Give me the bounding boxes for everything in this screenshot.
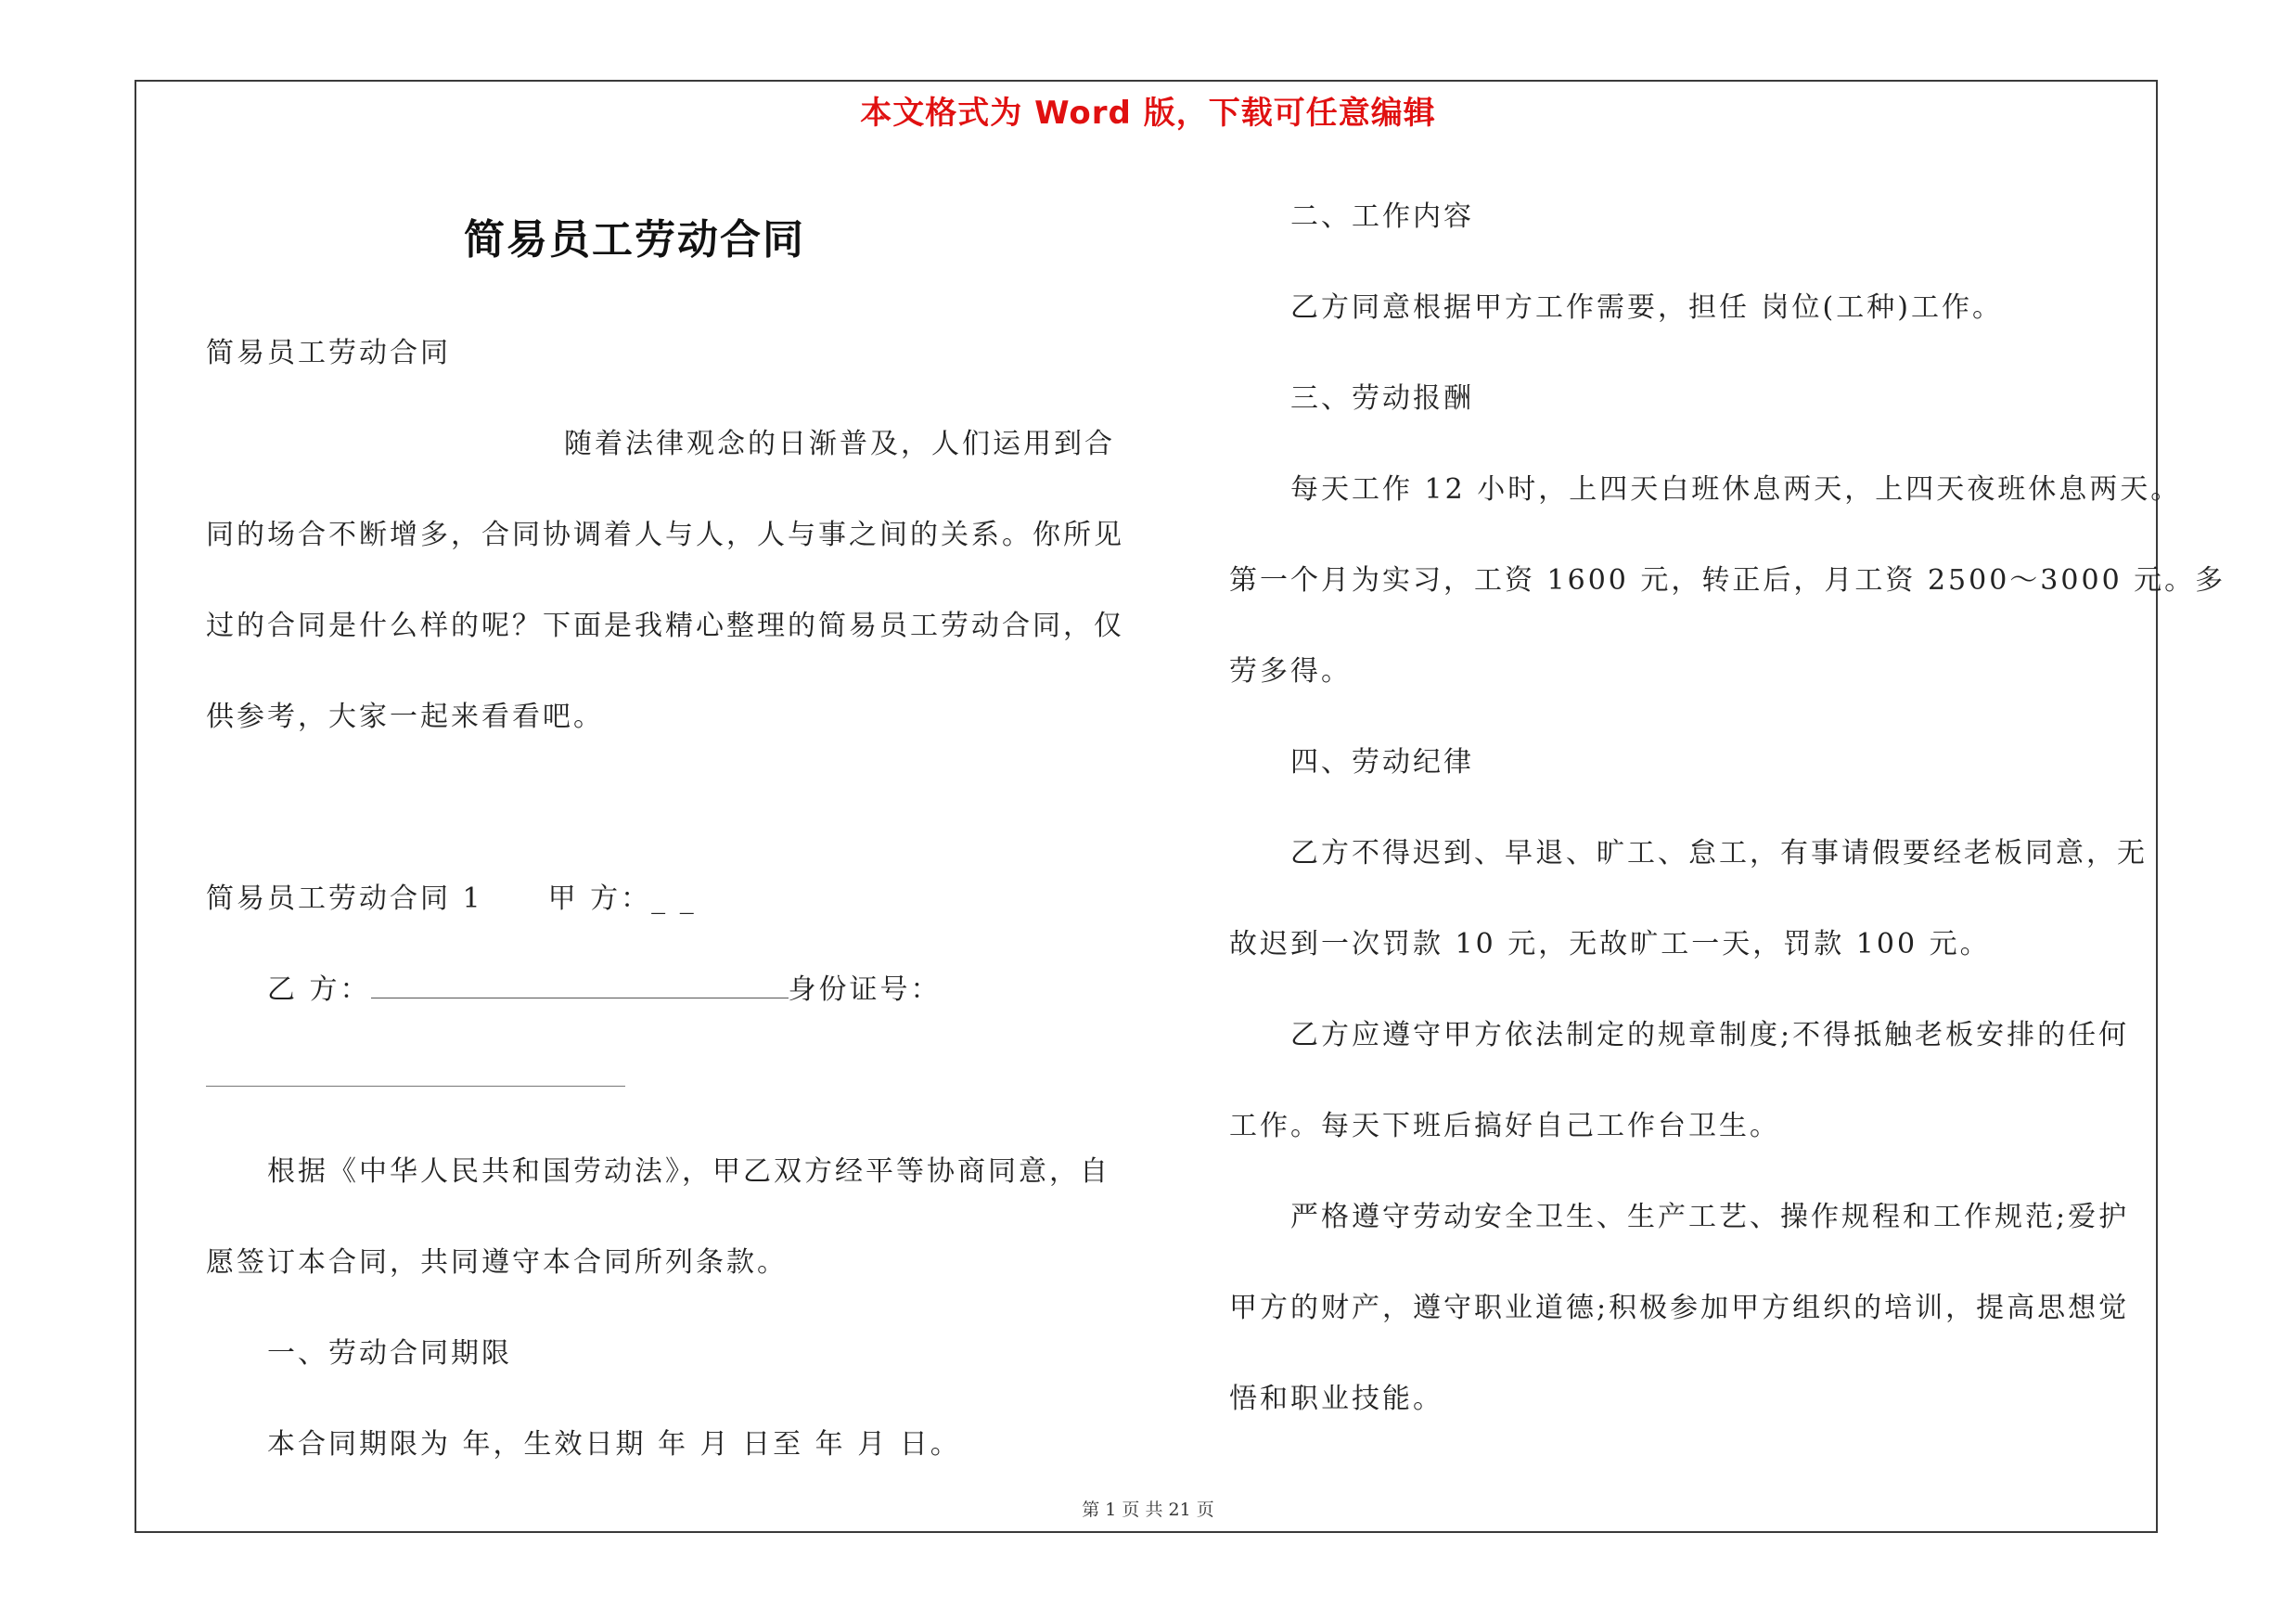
basis-line-2: 愿签订本合同，共同遵守本合同所列条款。 <box>206 1246 788 1279</box>
intro-line-1: 随着法律观念的日渐普及，人们运用到合 <box>564 428 1115 460</box>
section-4-heading: 四、劳动纪律 <box>1290 746 1474 779</box>
section-3-line-2: 第一个月为实习，工资 1600 元，转正后，月工资 2500～3000 元。多 <box>1229 564 2226 597</box>
section-4-p3-line-2: 甲方的财产，遵守职业道德;积极参加甲方组织的培训，提高思想觉 <box>1229 1292 2130 1324</box>
section-2-heading: 二、工作内容 <box>1290 200 1474 233</box>
intro-line-2: 同的场合不断增多，合同协调着人与人，人与事之间的关系。你所见 <box>206 519 1124 551</box>
page-number-footer: 第 1 页 共 21 页 <box>1082 1500 1214 1520</box>
section-4-p1-line-2: 故迟到一次罚款 10 元，无故旷工一天，罚款 100 元。 <box>1229 928 1991 960</box>
editable-notice-banner: 本文格式为 Word 版，下载可任意编辑 <box>860 95 1436 132</box>
section-1-heading: 一、劳动合同期限 <box>267 1337 512 1370</box>
contract-heading <box>206 875 697 916</box>
section-3-heading: 三、劳动报酬 <box>1290 382 1474 415</box>
id-number-blank <box>206 1086 625 1087</box>
section-3-line-1: 每天工作 12 小时，上四天白班休息两天，上四天夜班休息两天。 <box>1290 473 2182 506</box>
party-b-blank <box>371 973 789 998</box>
party-b-label: 乙 方： <box>267 973 371 1006</box>
section-3-line-3: 劳多得。 <box>1229 655 1352 688</box>
basis-line-1: 根据《中华人民共和国劳动法》，甲乙双方经平等协商同意，自 <box>267 1155 1110 1188</box>
document-subtitle: 简易员工劳动合同 <box>206 337 451 369</box>
intro-line-3: 过的合同是什么样的呢？下面是我精心整理的简易员工劳动合同，仅 <box>206 610 1124 642</box>
section-4-p1-line-1: 乙方不得迟到、早退、旷工、怠工，有事请假要经老板同意，无 <box>1290 837 2148 869</box>
section-2-text: 乙方同意根据甲方工作需要，担任 岗位(工种)工作。 <box>1290 291 2003 324</box>
id-number-label: 身份证号： <box>788 973 942 1006</box>
section-4-p2-line-1: 乙方应遵守甲方依法制定的规章制度;不得抵触老板安排的任何 <box>1290 1019 2130 1051</box>
section-1-text: 本合同期限为 年，生效日期 年 月 日至 年 月 日。 <box>267 1428 961 1461</box>
section-4-p3-line-3: 悟和职业技能。 <box>1229 1383 1443 1415</box>
contract-heading-text: 简易员工劳动合同 1 <box>206 882 483 915</box>
party-a-field: 甲 方：_ _ <box>547 882 697 915</box>
party-b-row <box>267 966 942 1007</box>
intro-line-4: 供参考，大家一起来看看吧。 <box>206 701 604 733</box>
section-4-p3-line-1: 严格遵守劳动安全卫生、生产工艺、操作规程和工作规范;爱护 <box>1290 1201 2130 1233</box>
section-4-p2-line-2: 工作。每天下班后搞好自己工作台卫生。 <box>1229 1110 1780 1142</box>
document-title: 简易员工劳动合同 <box>464 216 805 264</box>
